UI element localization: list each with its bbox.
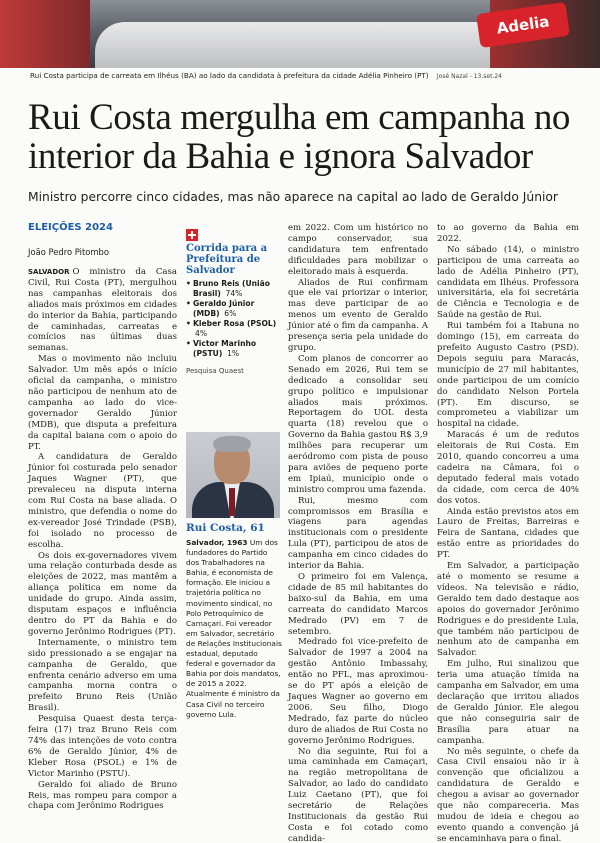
poll-candidate: Kleber Rosa (PSOL)	[193, 319, 277, 328]
article-paragraph: Geraldo foi aliado de Bruno Reis, mas rompeu para compor a chapa com Jerônimo Rodrigues	[28, 779, 177, 812]
article-paragraph: No sábado (14), o ministro participou de uma carreata ao lado de Adélia Pinheiro (PT), candidata em Ilhéus. Professora universitária, ela foi secretária de Ciência e Tecnologia e de Saúde na gestão de Rui.	[437, 244, 579, 321]
article-paragraph: Pesquisa Quaest desta terça-feira (17) traz Bruno Reis com 74% das intenções de voto contra 6% de Geraldo Júnior, 4% de Kleber Rosa (PSOL) e 1% de Victor Marinho (PSTU).	[28, 714, 177, 779]
article-paragraph: Rui, mesmo com compromissos em Brasília e viagens para agendas institucionais com o presidente Lula (PT), participou de atos de campanha em cinco cidades do interior da Bahia.	[288, 495, 428, 572]
article-column-1	[28, 267, 177, 812]
poll-candidate: Geraldo Júnior (MDB)	[193, 299, 255, 318]
article-paragraph: Medrado foi vice-prefeito de Salvador de 1997 a 2004 na gestão Antônio Imbassahy, então no PFL, mas aproximou-se do PT após a eleição de Jaques Wagner ao governo em 2006. Seu filho, Diogo Medrado, faz parte do núcleo duro de aliados de Rui Costa no governo Jerônimo Rodrigues.	[288, 637, 428, 746]
article-paragraph: No mês seguinte, o chefe da Casa Civil ensaiou não ir à convenção que oficializou a candidatura de Geraldo e chegou a avisar ao governador que não compareceria. Mas mudou de ideia e chegou ao evento quando a convenção já se encaminhava para o final.	[437, 746, 579, 843]
poll-title: Corrida para a Prefeitura de Salvador	[186, 243, 268, 276]
paragraph-text: O ministro da Casa Civil, Rui Costa (PT), mergulhou nas campanhas eleitorais dos aliados mais próximos em cidades do interior da Bahia, participando de caminhadas, carreatas e comícios nas últimas duas semanas.	[28, 267, 177, 354]
article-paragraph: Rui também foi a Itabuna no domingo (15), em carreata do prefeito Augusto Castro (PSD). Depois seguiu para Maracás, município de 27 mil habitantes, onde participou de um comício do candidato Nelson Portela (PT). Em discurso, se comprometeu a viabilizar um hospital na cidade.	[437, 321, 579, 430]
article-paragraph: A candidatura de Geraldo Júnior foi costurada pelo senador Jaques Wagner (PT), que prevaleceu na disputa interna com Rui Costa na base aliada. O ministro, que defendia o nome do ex-vereador José Trindade (PSB), foi isolado no processo de escolha.	[28, 452, 177, 550]
poll-item	[186, 299, 280, 319]
poll-candidate: Bruno Reis (União Brasil)	[193, 279, 270, 298]
red-cross-flag-icon	[186, 229, 198, 241]
poll-candidate: Victor Marinho (PSTU)	[193, 339, 257, 358]
photo-caption-text: Rui Costa participa de carreata em Ilhéus (BA) ao lado da candidata à prefeitura da cidade Adélia Pinheiro (PT)	[30, 71, 429, 80]
poll-item	[186, 319, 280, 339]
photo-campaign-sign: Adelia	[476, 2, 570, 48]
article-column-4	[437, 223, 579, 843]
poll-list	[186, 279, 280, 359]
poll-value: 6%	[224, 309, 237, 318]
photo-credit: José Nazal - 13.set.24	[436, 73, 502, 80]
article-paragraph: Em julho, Rui sinalizou que teria uma atuação tímida na campanha em Salvador, em uma declaração que irritou aliados de Geraldo Júnior. Ele alegou que não conseguiria sair de Brasília para atuar na campanha.	[437, 659, 579, 746]
photo-caption	[30, 71, 575, 80]
section-kicker: ELEIÇÕES 2024	[28, 222, 113, 233]
headline: Rui Costa mergulha em campanha no interior da Bahia e ignora Salvador	[28, 97, 571, 177]
photo-crowd-left	[0, 0, 90, 68]
article-paragraph: Ainda estão previstos atos em Lauro de Freitas, Barreiras e Feira de Santana, cidades que estão entre as prioridades do PT.	[437, 506, 579, 561]
author-byline: João Pedro Pitombo	[28, 247, 109, 257]
poll-item	[186, 279, 280, 299]
photo-car	[95, 22, 505, 68]
article-paragraph: Internamente, o ministro tem sido pressionado a se engajar na campanha de Geraldo, que enfrenta cenário adverso em uma campanha morna contra o prefeito Bruno Reis (União Brasil).	[28, 637, 177, 714]
poll-value: 74%	[225, 289, 243, 298]
article-paragraph: em 2022. Com um histórico no campo conservador, sua candidatura tem enfrentado dificuldades para mobilizar o eleitorado mais à esquerda.	[288, 223, 428, 277]
bio-name: Rui Costa, 61	[186, 522, 265, 534]
article-paragraph: Maracás é um de redutos eleitorais de Rui Costa. Em 2010, quando concorreu a uma cadeira na Câmara, foi o deputado federal mais votado da cidade, com cerca de 40% dos votos.	[437, 430, 579, 506]
portrait-hair	[213, 436, 251, 452]
article-paragraph: to ao governo da Bahia em 2022.	[437, 223, 579, 244]
poll-value: 1%	[226, 349, 240, 358]
portrait-tie	[229, 488, 235, 516]
article-paragraph: Com planos de concorrer ao Senado em 2026, Rui tem se dedicado a consolidar seu grupo político e impulsionar aliados mais próximos. Reportagem do UOL desta quarta (18) revelou que o Governo da Bahia gastou R$ 3,9 milhões para recuperar um aeródromo com pista de pouso para aviões de pequeno porte em Ipiaú, município onde o ministro comprou uma fazenda.	[288, 353, 428, 495]
poll-item	[186, 339, 280, 359]
bio-lead: Salvador, 1963	[186, 538, 248, 547]
dateline: SALVADOR	[28, 268, 70, 276]
article-paragraph: No dia seguinte, Rui foi a uma caminhada em Camaçari, na região metropolitana de Salvador, ao lado do candidato Luiz Caetano (PT), que foi secretário de Relações Institucionais da gestão Rui Costa e foi cotado como candida-	[288, 746, 428, 843]
bio-text: Um dos fundadores do Partido dos Trabalhadores na Bahia, é economista de formação. Ele iniciou a trajetória política no movimento sindical, no Polo Petroquímico de Camaçari. Foi vereador em Salvador, secretário de Relações Institucionais estadual, deputado federal e governador da Bahia por dois mandatos, de 2015 a 2022. Atualmente é ministro da Casa Civil no terceiro governo Lula.	[186, 538, 282, 719]
article-paragraph: Em Salvador, a participação até o momento se resume a vídeos. Na televisão e rádio, Geraldo tem dado destaque aos apoios do governador Jerônimo Rodrigues e do presidente Lula, que também não participou de nenhum ato de campanha em Salvador.	[437, 561, 579, 659]
poll-box	[186, 229, 280, 375]
article-column-3	[288, 223, 428, 843]
poll-source: Pesquisa Quaest	[186, 367, 244, 375]
portrait-photo	[186, 432, 280, 518]
subheadline: Ministro percorre cinco cidades, mas não aparece na capital ao lado de Geraldo Júnior	[28, 190, 558, 204]
article-paragraph: Mas o movimento não incluiu Salvador. Um mês após o início oficial da campanha, o ministro não participou de nenhum ato de campanha ao lado do vice-governador Geraldo Júnior (MDB), que disputa a prefeitura da capital baiana com o apoio do PT.	[28, 354, 177, 452]
article-paragraph	[28, 267, 177, 354]
bio-box	[186, 538, 282, 720]
lead-photo	[0, 0, 600, 68]
article-paragraph: Os dois ex-governadores vivem uma relação conturbada desde as eleições de 2022, mas mantêm a aliança política em nome da unidade do grupo. Ainda assim, disputam espaços e influência dentro do PT da Bahia e do governo Jerônimo Rodrigues (PT).	[28, 550, 177, 637]
article-paragraph: O primeiro foi em Valença, cidade de 85 mil habitantes do baixo-sul da Bahia, em uma carreata do candidato Marcos Medrado (PV) em 7 de setembro.	[288, 572, 428, 637]
article-paragraph: Aliados de Rui confirmam que ele vai priorizar o interior, mas deve participar de ao menos um evento de Geraldo Júnior até o fim da campanha. A presença seria pela unidade do grupo.	[288, 277, 428, 353]
poll-value: 4%	[195, 329, 208, 338]
